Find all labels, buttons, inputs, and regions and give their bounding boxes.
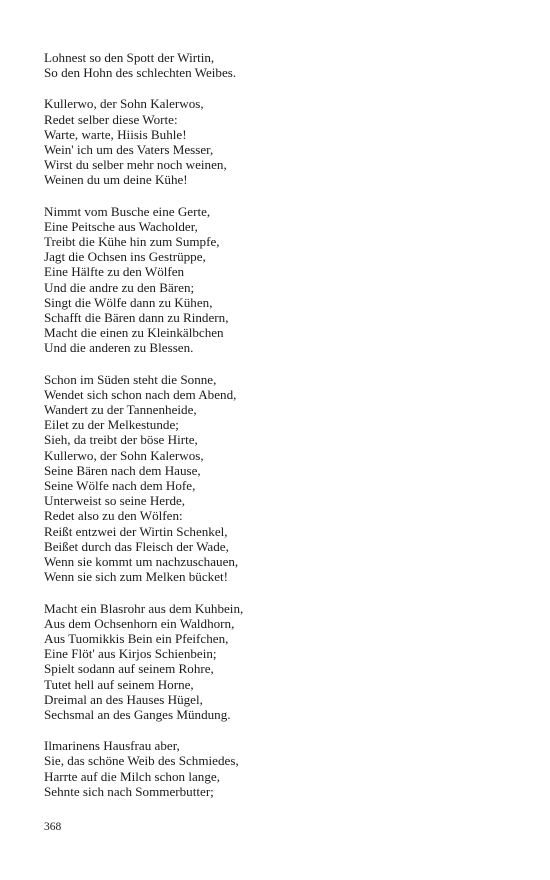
verse-line: Macht die einen zu Kleinkälbchen: [44, 325, 224, 341]
verse-line: Nimmt vom Busche eine Gerte,: [44, 203, 211, 219]
stanza: [44, 372, 514, 585]
verse-line: Seine Wölfe nach dem Hofe,: [44, 478, 196, 494]
verse-line: Spielt sodann auf seinem Rohre,: [44, 661, 214, 677]
verse-line: Weinen du um deine Kühe!: [44, 172, 188, 188]
verse-line: Seine Bären nach dem Hause,: [44, 462, 201, 478]
verse-line: Sechsmal an des Ganges Mündung.: [44, 706, 231, 722]
verse-line: Lohnest so den Spott der Wirtin,: [44, 50, 215, 65]
verse-line: Und die andre zu den Bären;: [44, 279, 195, 295]
verse-line: Singt die Wölfe dann zu Kühen,: [44, 294, 213, 310]
verse-line: Kullerwo, der Sohn Kalerwos,: [44, 96, 204, 112]
poem-text: [44, 50, 514, 815]
verse-line: Warte, warte, Hiisis Buhle!: [44, 126, 187, 142]
verse-line: Wandert zu der Tannenheide,: [44, 402, 197, 418]
verse-line: Jagt die Ochsen ins Gestrüppe,: [44, 249, 206, 265]
verse-line: Tutet hell auf seinem Horne,: [44, 676, 194, 692]
verse-line: Harrte auf die Milch schon lange,: [44, 768, 220, 784]
page-number: 368: [44, 821, 62, 833]
stanza: [44, 601, 514, 723]
stanza: [44, 738, 514, 799]
verse-line: Und die anderen zu Blessen.: [44, 340, 194, 356]
verse-line: Ilmarinens Hausfrau aber,: [44, 738, 180, 754]
verse-line: Eine Flöt' aus Kirjos Schienbein;: [44, 646, 217, 662]
verse-line: Aus Tuomikkis Bein ein Pfeifchen,: [44, 630, 229, 646]
verse-line: Wendet sich schon nach dem Abend,: [44, 386, 237, 402]
verse-line: Kullerwo, der Sohn Kalerwos,: [44, 447, 204, 463]
stanza: [44, 204, 514, 356]
verse-line: Treibt die Kühe hin zum Sumpfe,: [44, 234, 220, 250]
verse-line: Wirst du selber mehr noch weinen,: [44, 157, 227, 173]
verse-line: Wenn sie sich zum Melken bücket!: [44, 569, 229, 585]
verse-line: Aus dem Ochsenhorn ein Waldhorn,: [44, 615, 235, 631]
verse-line: Wenn sie kommt um nachzuschauen,: [44, 554, 239, 570]
verse-line: Dreimal an des Hauses Hügel,: [44, 691, 203, 707]
verse-line: So den Hohn des schlechten Weibes.: [44, 65, 237, 81]
verse-line: Eilet zu der Melkestunde;: [44, 417, 179, 433]
verse-line: Sie, das schöne Weib des Schmiedes,: [44, 753, 239, 769]
verse-line: Macht ein Blasrohr aus dem Kuhbein,: [44, 600, 244, 616]
verse-line: Wein' ich um des Vaters Messer,: [44, 142, 214, 158]
stanza: [44, 50, 514, 80]
verse-line: Unterweist so seine Herde,: [44, 493, 186, 509]
verse-line: Sieh, da treibt der böse Hirte,: [44, 432, 198, 448]
verse-line: Schafft die Bären dann zu Rindern,: [44, 310, 229, 326]
verse-line: Redet selber diese Worte:: [44, 111, 178, 127]
stanza: [44, 96, 514, 187]
verse-line: Eine Hälfte zu den Wölfen: [44, 264, 185, 280]
verse-line: Schon im Süden steht die Sonne,: [44, 371, 217, 387]
verse-line: Reißt entzwei der Wirtin Schenkel,: [44, 523, 228, 539]
verse-line: Beißet durch das Fleisch der Wade,: [44, 538, 229, 554]
verse-line: Eine Peitsche aus Wacholder,: [44, 218, 198, 234]
verse-line: Redet also zu den Wölfen:: [44, 508, 183, 524]
verse-line: Sehnte sich nach Sommerbutter;: [44, 783, 214, 799]
